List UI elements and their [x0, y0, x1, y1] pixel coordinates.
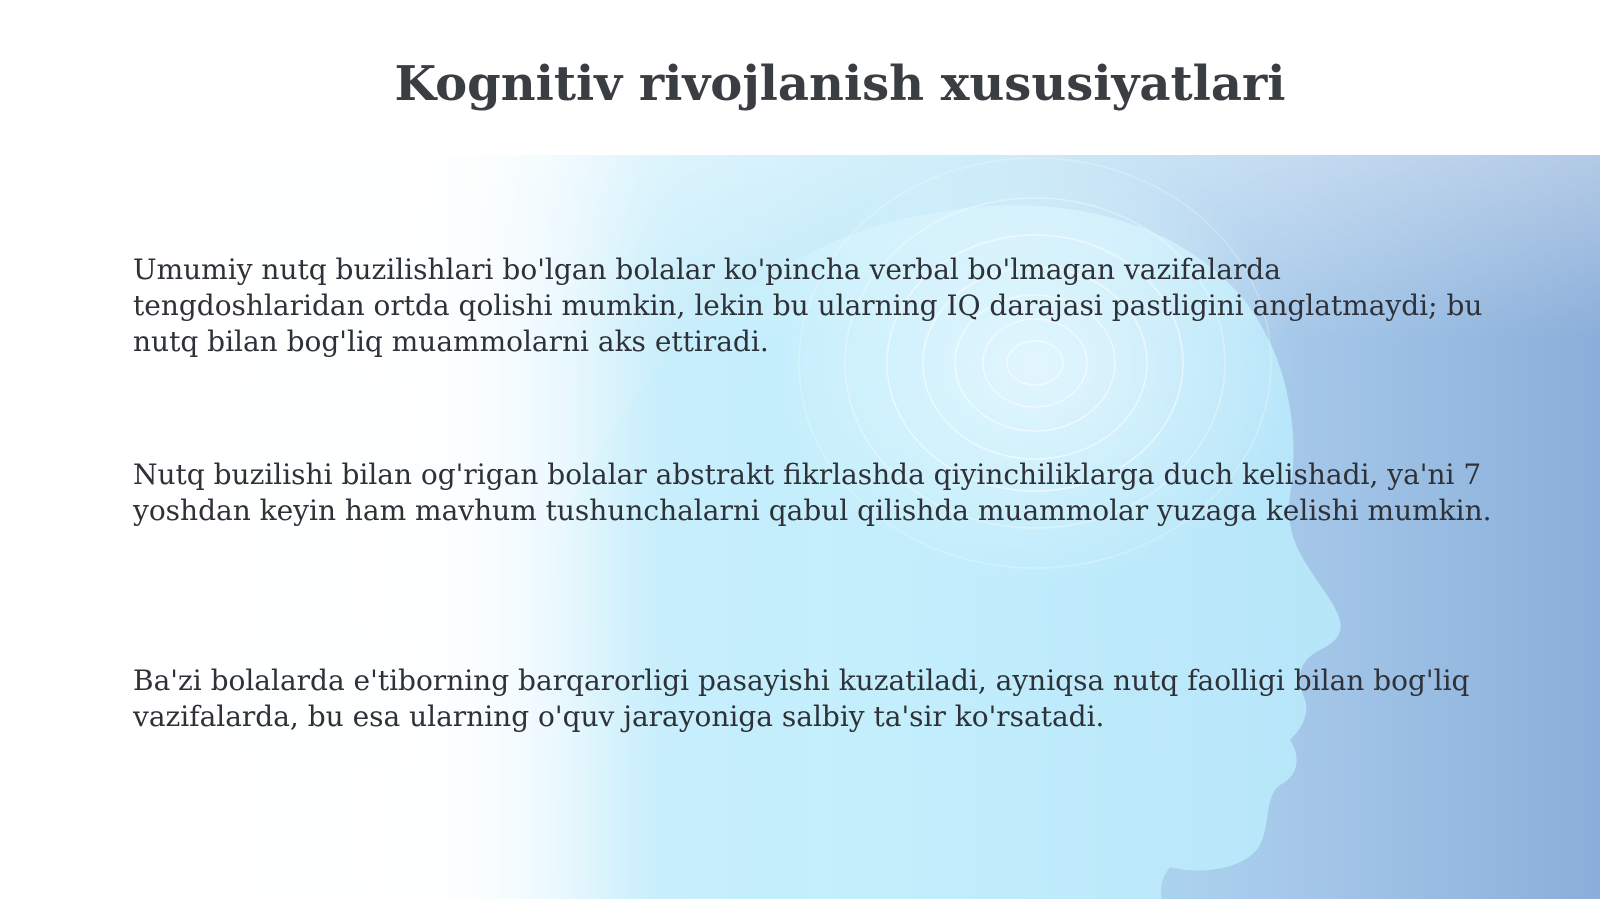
slide-title: Kognitiv rivojlanish xususiyatlari [394, 56, 1286, 112]
paragraph-2: Nutq buzilishi bilan og'rigan bolalar abstrakt fikrlashda qiyinchiliklarga duch kelishadi, ya'ni 7 yoshdan keyin ham mavhum tushunchalarni qabul qilishda muammolar yuzaga kelishi mumkin. [133, 458, 1492, 527]
paragraph-3: Ba'zi bolalarda e'tiborning barqarorligi pasayishi kuzatiladi, ayniqsa nutq faolligi bilan bog'liq vazifalarda, bu esa ularning o'quv jarayoniga salbiy ta'sir ko'rsatadi. [133, 664, 1470, 733]
paragraph-1: Umumiy nutq buzilishlari bo'lgan bolalar ko'pincha verbal bo'lmagan vazifalarda tengdoshlaridan ortda qolishi mumkin, lekin bu ularning IQ darajasi pastligini anglatmaydi; bu nutq bilan bog'liq muammolarni aks ettiradi. [133, 253, 1483, 358]
